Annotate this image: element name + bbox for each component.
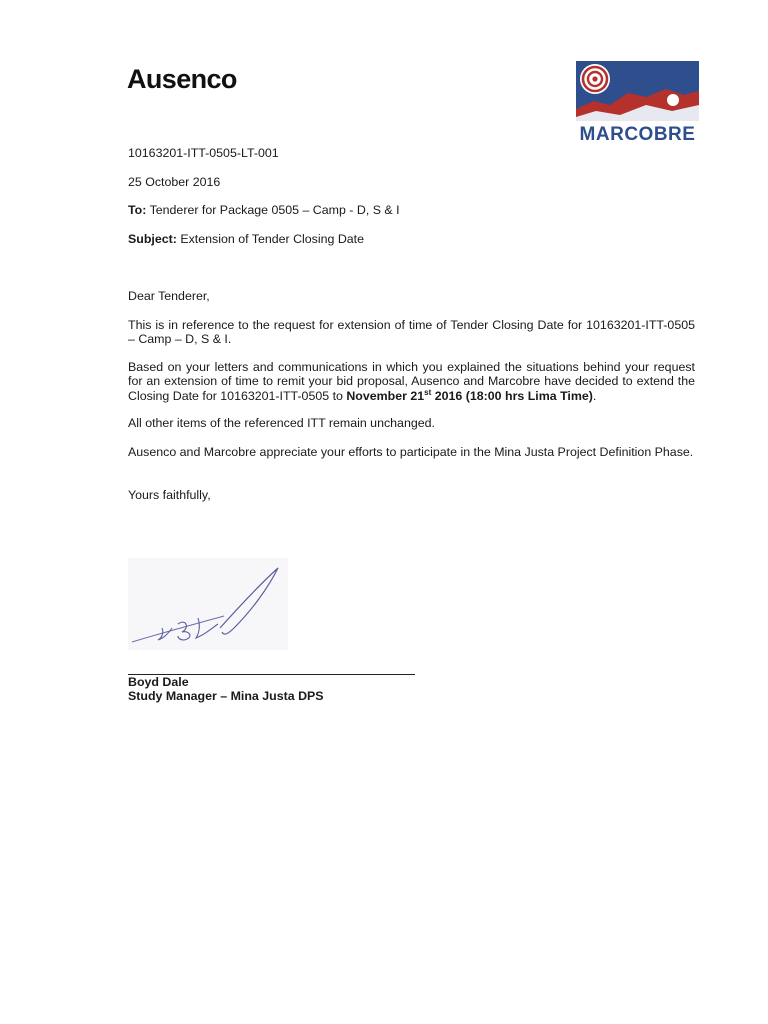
paragraph-extension — [128, 360, 695, 403]
ausenco-logo-text: Ausenco — [127, 64, 237, 94]
to-line — [128, 203, 695, 217]
paragraph-extension-end: . — [592, 388, 597, 403]
paragraph-request: This is in reference to the request for extension of time of Tender Closing Date for 10163201-ITT-0505 – Camp – D, S & I. — [128, 318, 695, 347]
signatory-title: Study Manager – Mina Justa DPS — [128, 689, 324, 703]
reference-number: 10163201-ITT-0505-LT-001 — [128, 146, 279, 160]
to-value: Tenderer for Package 0505 – Camp - D, S & I — [149, 203, 400, 217]
marcobre-logo-text: MARCOBRE — [579, 124, 696, 145]
new-closing-date-time: 2016 (18:00 hrs Lima Time) — [431, 388, 593, 403]
signatory-name: Boyd Dale — [128, 675, 189, 689]
subject-label: Subject: — [128, 232, 177, 246]
paragraph-extension-text: Based on your letters and communications in which you explained the situations behind your request for an extension of time to remit your bid proposal, Ausenco and Marcobre have decided to extend the Closing Date for 10163201-ITT-0505 to — [128, 360, 695, 403]
new-closing-date — [346, 389, 593, 403]
ausenco-logo — [127, 64, 237, 94]
paragraph-appreciation: Ausenco and Marcobre appreciate your efforts to participate in the Mina Justa Project Definition Phase. — [128, 445, 694, 459]
subject-line — [128, 232, 695, 246]
closing: Yours faithfully, — [128, 488, 211, 502]
new-closing-date-day: November 21 — [346, 388, 425, 403]
salutation: Dear Tenderer, — [128, 289, 210, 303]
ordinal-suffix: st — [424, 387, 432, 397]
to-label: To: — [128, 203, 147, 217]
subject-value: Extension of Tender Closing Date — [180, 232, 365, 246]
handwritten-signature — [128, 558, 288, 650]
paragraph-unchanged: All other items of the referenced ITT remain unchanged. — [128, 416, 435, 430]
marcobre-logo — [576, 61, 699, 145]
letter-date: 25 October 2016 — [128, 175, 221, 189]
